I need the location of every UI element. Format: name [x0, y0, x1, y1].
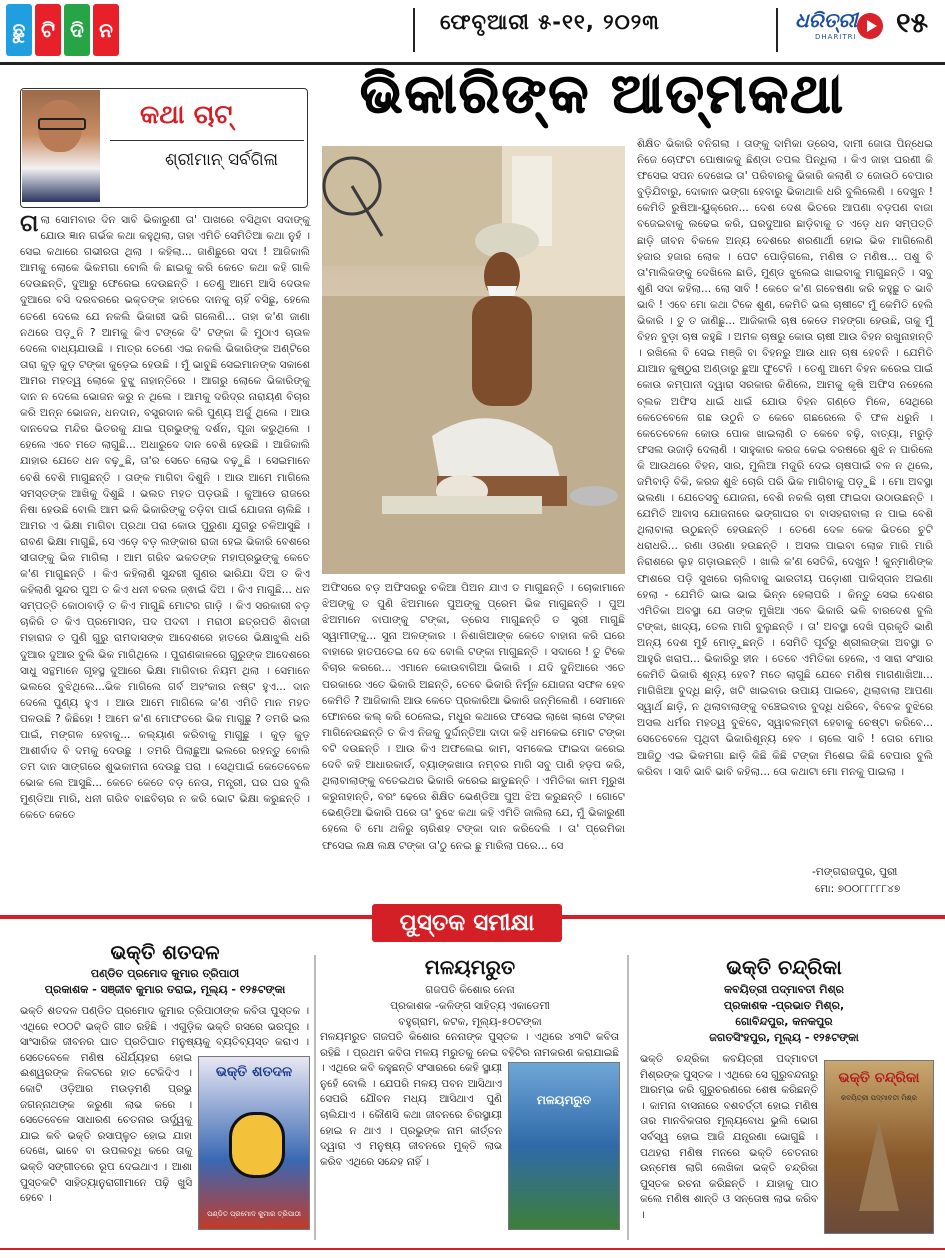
article-column-2 — [322, 580, 625, 902]
book-cover — [508, 1062, 620, 1230]
page-bottom-rule — [0, 1248, 945, 1250]
header-divider — [413, 8, 415, 52]
section-title — [6, 4, 119, 56]
glasses-icon — [38, 118, 86, 130]
section-title-letter: ନ — [93, 4, 119, 56]
beggar-photo — [322, 146, 625, 574]
book-author: ଗଜପତି କିଶୋର ନେନା — [425, 984, 515, 996]
article-text: ଶିକ୍ଷିତ ଭିକାରି ବନିଗଲା । ତାଙ୍କୁ ଦାମିକା ଡ୍ରେସ, ଦାମୀ ଜୋତା ପିନ୍ଧେଇ ନିଜେ ଚୋଫଟା ପୋଷାକକୁ ଛିଣ୍ଡା ତପଲ ପିନ୍ଧିଲା । କିଏ ଜାହା ଘରଣୀ କି ଫସେଇ ସପନ ଦେଖେଇ ତା' ପରିବାରକୁ ଭିକାରି କଲାଣି ତ ଜୋଉଠି ବେପାର ବୁଡ଼ିଯିବାରୁ, ଦୋକାନ ଭଙ୍ଗା ହେବାରୁ ଭିକାଥାଳି ଧରି ବୁଲିଲେଣି । ଦେଖୁନ ! କେମିତି ରୁଷିଆ-ୟୁକ୍ରେନ... ଦେଶ ଦେଶ ଭିତରେ ଆପଣା ବଡ଼ପଣ ବାଜା ବଜେଇବାକୁ ଲଢେଇ କରି, ଘରଦୁଆର ଛାଡ଼ିବାକୁ ତ ଏଡ଼େ ଧନ ସମ୍ପତ୍ତି ଛାଡ଼ି ଜୀବନ ବିକଳେ ଅନ୍ୟ ଦେଶରେ ଶରଣାର୍ଥୀ ହୋଇ ଭିକ ମାଗିଲେଣି ହଜାର ହଜାର ଲୋକ । ପେଟ ପୋଡ଼ିଗଲେ, ମଣିଷ ତ ମଣିଷ... ପଶୁ ବି ତା'ମାଲିକଙ୍କୁ ଦେଖିଲେ ଛାଡି, ମୁଣ୍ଡ ଝୁଲେଇ ଖାଇବାକୁ ମାଗୁଛନ୍ତି । ସବୁ ଶୁଣି ସଦା କହିଲା... ଲୋ ସାବି ! କେତେ କ'ଣ ଗବେଷଣା କରି କହୁଛୁ ତ ଭାବି ଭାବି ! ଏବେ ମୋ କଥା ଟିକେ ଶୁଣ, କେମିତି ଭଲ ଚାଷୀଟେ ମୁଁ କେମିତି ହେଲି ଭିକାରି । ତୁ ତ ଜାଣିଛୁ... ଆଜିକାଲି ଚାଷ କେଡେ ମହଙ୍ଗା ହେଉଛି, ତାକୁ ମୁଁ ବିହନ ବୁଡ଼ା ଚାଷ କହୁଛି । ଅମଳ ଚାଷରୁ କୋଉ ଚାଷୀ ଆଉ ବିହନ ରଖୁନାହାନ୍ତି । ରଖିଲେ ବି ସେଇ ମଞ୍ଜି ବା ବିହନରୁ ଆଉ ଧାନ ଚାଷ ହେବନି । ଯେମିତି ଯାଆନ କୁଷ୍ଠୁରା ଅଣ୍ଡାରୁ ଛୁଆ ଫୁଟେନି । ତେଣୁ ଆମେ ବିହନ କରେଇ ପାଇଁ କୋଉ କମ୍ପାନୀ ଦ୍ୱାରା ସରକାର କିଣିଲେ, ଆମକୁ କୃଷି ଅଫିସ ନହେଲେ ବ୍ଲକ ଅଫିସ ଧାଇଁ ଧାଇଁ ଯୋଉ ବିହନ ଗଣ୍ଡେ ମିଳେ, ସେଥିରେ କେତେବେଳେ ଗଛ ଉଠୁନି ତ କେବେ ଗଛରେଲେ ବି ଫଳ ଧରୁନି । କେତେବେଳେ କୋଉ ପୋକ ଖାଇଲାଣି ତ କେବେ ବଢ଼ି, ବାତ୍ୟା, ମରୁଡ଼ି ଫସଲ ଉଜାଡ଼ି ଦେଲାଣି । ସାହୁକାର କରଜ କେଇ ବରଷରେ ଶୁଝି ନ ପାରିଲେ କି ଆଉଥରେ ବିହନ, ସାର, ମୁଲିଆ ମଜୁରି ଦେଇ ଚାଷପାଇଁ ବଳ ନ ଥିଲେ, ଜମିବାଡ଼ି ବିକି, କରଜ ଶୁଝି ଚୋରି ପରି ଭିକ ମାଗିବାକୁ ପଡ଼ୁଛି । ମୋ ଅବସ୍ଥା ଭଲଣା । ଯେତେସବୁ ଯୋଜନା, ବେଶି ନକଲି ଚାଷୀ ଫାଇଦା ଉଠାଉଛନ୍ତି । ଯେମିତି ଆବାସ ଯୋଜନାରେ ଭଙ୍ଗାଘର ବା ବାସହରାବାଲା ନ ପାଇ ବେଶି ଥିଲାବାଲା ଉଠୁଛନ୍ତି ହେଉଛନ୍ତି । ତେଣେ ଦେଳ କେକ ଭିତରେ ଚୁଟି ଧରାଧରି... ରଣା ଓରଣା ହଉଛନ୍ତି । ଅସଲ ପାଇବା ଲୋକ ମାରି ମାରି ନିରାଶରେ ଲୁହ ଗଡ଼ାଉଛନ୍ତି । ଖାଲି କ'ଣ ସେତିକି, ଦେଖୁନ ! କୁନ୍‌ମାଣିଙ୍କ ଫାଶରେ ପଡ଼ି ସୁଖରେ ଚାଲିବାକୁ ଭାରତୀୟ ପଡ଼ୋଶୀ ପାକିସ୍ତାନ ଅଇଣା ହେଲା - ଯେମିତି ଭାଇ ଭାଇ ଭିନ୍ନ ହେଲାପରି । କିନ୍ତୁ ସେଇ ଦେଶର ଏମିତିକା ଅବସ୍ଥା ଯେ ତାଙ୍କ ମୁଖିଆ ଏବେ ଭିକାରି ଭଳି ବାରଦେଶ ବୁଲି ଟଙ୍କା, ଖାଦ୍ୟ, ତେଲ ମାଗି ବୁଲୁଛନ୍ତି । ତା' ଅବସ୍ଥା ଦେଖି ପ୍ରକୃତି ଭାଣି ଅନ୍ୟ ଦେଶ ମୁହଁ ମୋଡ଼ୁଛନ୍ତି । ସେମିତି ପୂର୍ବରୁ ଶ୍ରୀଲଙ୍କା ଅବସ୍ଥା ତ ଆହୁରି ଖରାପ... ଭିକାରିରୁ ହୀନ । ତେବେ ଏମିତିକା ହେଲେ, ଏ ସାରା ସଂସାର କେମିତି ଭିକାରି ଶୂନ୍ୟ ହେବ? ମତେ ଲାଗୁଛି ଯେବେ ମଣିଷ ମାଗଣାଖିଆ... ମାଗିଖିଆ ବୁଦ୍ଧି ଛାଡ଼ି, ଖଟି ଖାଇବାର ଉପାୟ ପାଇବେ, ଥିଲାବାଲା ଆପଣା ସ୍ୱାର୍ଥ ଛାଡ଼ି, ନ ଥିଲାବାଲାଙ୍କୁ ବଞ୍ଚେଇବାର ବୁଦ୍ଧି ଧରିବେ, ବିବେକ ବୁଝିରେ ଅସଲ ଧର୍ମର ମହତ୍ୱ ବୁଝିବେ, ସ୍ୱାବଲମ୍ବୀ ହେବାକୁ ଚେଷ୍ଟା କରିବେ... ସେତେବେଳେ ପୃଥିବୀ ଭିକାରିଶୂନ୍ୟ ହେବ । ଚାଲେ ସାବି ! ତୋର ମୋର ଆଜିଠୁ ଏଇ ଭିକମଗା ଛାଡ଼ି କିଛି କିଛି ଟଙ୍କା ମିଶେଇ କିଛି ବେପାର ବୁଲି କରିବା । ସାବି ଭାବି ଭାବି କହିଲା... ତୋ କଥାଟା ମୋ ମନକୁ ପାଇଲା । — [637, 138, 933, 778]
article-photo — [322, 146, 625, 574]
book-review-text — [20, 1004, 310, 1240]
book-title: ଭକ୍ତି ଚନ୍ଦ୍ରିକା — [726, 955, 842, 979]
book-review-text — [640, 1052, 934, 1242]
column-name: କଥା ଚାଟ୍ — [140, 100, 233, 130]
review-banner: ପୁସ୍ତକ ସମୀକ୍ଷା — [372, 904, 562, 942]
book-publisher: ପ୍ରକାଶକ - ସଞ୍ଜୀବ କୁମାର ତରାଇ, ମୂଲ୍ୟ - ୧୨୫ଟଙ୍କା — [44, 983, 286, 996]
header-divider — [776, 8, 778, 52]
drop-cap: ଗ — [20, 209, 39, 237]
book-price: ଜଗତସିଂହପୁର, ମୂଲ୍ୟ - ୧୨୫ଟଙ୍କା — [709, 1031, 859, 1044]
book-publisher: ପ୍ରକାଶକ -ପ୍ରଭାତ ମିଶ୍ର, — [723, 999, 845, 1012]
book-title: ଭକ୍ତି ଶତଦଳ — [110, 940, 220, 964]
book-title: ମଳୟମରୁତ — [424, 955, 516, 979]
book-address: ଗୋବିନ୍ଦପୁର, କନକପୁର — [735, 1015, 833, 1028]
brand-logo: ଧରିତ୍ରୀ — [795, 8, 858, 32]
review-body: ଭକ୍ତି ଶତଦଳ ପଣ୍ଡିତ ପ୍ରମୋଦ କୁମାର ତ୍ରିପାଠୀଙ୍କ କବିତା ପୁସ୍ତକ । ଏଥିରେ ୧୦୦ଟି ଭକ୍ତି ଗୀତ ରହିଛି । ଏଗୁଡ଼ିକ ଭକ୍ତି ରସରେ ଭରପୂର । ସାଂସାରିକ ଜୀବନର ଘାତ ପ୍ରତିଘାତ ମନୁଷ୍ୟକୁ ବ୍ୟତିବ୍ୟସ୍ତ କରାଏ । ସେତେବେଳେ ମଣିଷ ଧୈର୍ଯ୍ୟହରା ହୋଇ ଈଶ୍ୱରଙ୍କ ନିକଟରେ ହାତ ଟେକିଦିଏ । କୋଟି ଓଡ଼ିଆର ମଉଡ଼ମଣି ପ୍ରଭୁ ଜଗନ୍ନାଥଙ୍କ କରୁଣା ଲାଭ କରେ । ସେତେବେଳେ ସାଧାରଣ ଚେତନାର ଊର୍ଦ୍ଧ୍ୱକୁ ଯାଇ କବି ଭକ୍ତି ରସାପ୍ଳୁତ ହୋଇ ଯାହା ଦେଖେ, ଭାବେ ବା ଉପଲବ୍ଧି କରେ ତାକୁ ଭକ୍ତି ସଙ୍ଗୀତରେ ରୂପ ଦେଇଥାଏ । ଆଶା ପୁସ୍ତକଟି ସାହିତ୍ୟାନୁରାଗୀମାନେ ପଢ଼ି ଖୁସି ହେବେ । — [20, 1005, 309, 1205]
book-meta — [20, 966, 310, 998]
jagannath-icon — [229, 1112, 285, 1178]
signature-phone: ମୋ: ୭୦୦୮୮୮୮୮୪୭ — [815, 883, 901, 895]
section-title-letter: ଛୁ — [6, 4, 32, 56]
book-price: ବହୁଗ୍ରାମ, କଟକ, ମୂଲ୍ୟ-୫୦ଟଙ୍କା — [398, 1016, 542, 1028]
article-column-3 — [637, 136, 933, 876]
signature-place: -ମଙ୍ଗରାଜପୁର, ପୁରୀ — [812, 866, 898, 878]
review-body: ମଳୟମରୁତ ଗଜପତି କିଶୋର ନେନାଙ୍କ ପୁସ୍ତକ । ଏଥିରେ ୪୩ଟି କବିତା ରହିଛି । ପ୍ରଥମ କବିତା ମଳୟ ମରୁତକୁ ନେଇ ବହିଟିର ନାମକରଣ କରାଯାଇଛି । ଏଥିରେ କବି କହୁଛନ୍ତି ସଂସାରରେ କେହି ସ୍ଥାୟୀ ନୁହେଁ ବୋଲି । ଯେପରି ମଳୟ ପବନ ଆସିଥାଏ ସେପରି ଯୌବନ ମଧ୍ୟ ଆସିଥାଏ ପୁଣି ଚାଲିଯାଏ । କୌଣସି କଥା ଜୀବନରେ ଚିରସ୍ଥାୟୀ ହୋଇ ନ ଥାଏ । ପ୍ରଭୁଙ୍କ ନାମ କୀର୍ତ୍ତନ ଦ୍ୱାରା ଏ ମନୁଷ୍ୟ ଜୀବନରେ ମୁକ୍ତି ଲାଭ କରିବ ଏଥିରେ ସନ୍ଦେହ ନାହିଁ । — [320, 1031, 619, 1168]
cover-title: ଭକ୍ତି ଚନ୍ଦ୍ରିକା — [838, 1070, 920, 1086]
review-divider — [627, 955, 629, 1240]
column-author: ଶ୍ରୀମାନ୍ ସର୍ବଗିଳା — [165, 150, 279, 170]
cover-title: ଭକ୍ତି ଶତଦଳ — [215, 1064, 293, 1080]
article-text: ଲା ସୋମବାର ଦିନ ସାବି ଭିକାରୁଣୀ ତା' ପାଖରେ ବସିଥିବା ସଦାଙ୍କୁ ଯୋଉ ଜ୍ଞାନ ଗର୍ଭକ କଥା କହୁଥିଲା, ତାହା ଏମିତି ସେମିତିଆ କଥା ନୁହଁ । ସେଇ କଥାରେ ଗଭୀରତା ଥିଲା । କହିଲା... ଜାଣିଛୁରେ ସଦା ! ଆଜିକାଲି ଆମକୁ ଲୋକେ ଭିକମଗା ବୋଲି କି ଛାଇକୁ କରି କେତେ କଥା କହି ଗାଳି ଦେଉଛନ୍ତି, ଦୁଆରୁ ଫେରେଇ ଦେଉଛନ୍ତି । ତେଣୁ ଆମେ ଆସି ଦେଉଳ ଦୁଆରେ ବସି ଦରବରରେ ଭକ୍ତଙ୍କ ହାତରେ ଦାନକୁ ଚାହିଁ ବସିଛୁ, ହେଲେ ତେଣେ ଦେଲେ ଯେ ନକଲି ଭିକାରୀ ଭରି ଗଲେଣି... ତାହା କ'ଣ ଜାଣା ନଥରେ ପଡ଼ୁନି ? ଆମକୁ କିଏ ଟଙ୍କେ ଦି' ଟଙ୍କା କି ମୁଠାଏ ଚାଉଳ ଦେଲେ ବାଧ୍ୟଯାଉଛି । ମାତ୍ର ତେଣେ ଏଇ ନକଲି ଭିକାରିଙ୍କ ଅଣ୍ଟିରେ ତାରା କୁଡ଼ କୁଡ଼ ଟଙ୍କା କୁଡ଼େଇ ହେଉଛି । ମୁଁ ଭାବୁଛି ସେଇମାନଙ୍କ ସକାଶେ ଆମର ମହତ୍ୱ ଲୋକେ ବୁଝୁ ନାହାନ୍ତିରେ । ଆଗରୁ ଲୋକେ ଭିକାରିଙ୍କୁ ଦାନ ନ ଦେଲେ ଭୋଜନ କରୁ ନ ଥିଲେ । ଆମକୁ ଦରିଦ୍ର ନାରାୟଣ ବିଚାର କରି ଅନ୍ନ ଭୋଜନ, ଧନଦାନ, ବସ୍ତ୍ରଦାନ କରି ପୁଣ୍ୟ ଅର୍ଜୁ ଥିଲେ । ଆଉ ଦାନଦେଇ ମନ୍ଦିର ଭିତରକୁ ଯାଇ ପ୍ରଭୁଙ୍କୁ ଦର୍ଶନ, ପୂଜା କରୁଥିଲେ । ହେଲେ ଏବେ ମତେ ଲାଗୁଛି... ଅଧାରୁଦେ ଦାନ ବେଶି ହେଉଛି । ଆଜିକାଲି ଯାହାର ଯେତେ ଧନ ବଢ଼ୁଛି, ତା'ର ସେତେ ଲୋଭ ବଢ଼ୁଛି । ସେଇମାନେ ବେଶି ବେଶି ମାଗୁଛନ୍ତି । ତାଙ୍କ ମାଗିବା ଦିଶୁନି । ଆଉ ଆମେ ମାଗିଲେ ସମସ୍ତଙ୍କ ଆଖିକୁ ଦିଶୁଛି । ଭଲତ ମହତ ପଡ଼ଉଛି । କୁଆଡେ ରାଜରେ ନିଷା ହେଉଛି ବୋଲି ଆମ ଭଳି ଭିକାରିଙ୍କୁ ତଡ଼ିବା ପାଇଁ ଯୋଜନା ଚାଲିଛି । ଆମର ଏ ଭିକ୍ଷା ମାଗିବା ପ୍ରଥା ପରା କୋଉ ପୁରୁଣା ଯୁଗରୁ ଚଳିଆସୁଛି । ରାବଣ ଭିକ୍ଷା ମାଗୁଛି, ସେ ଏଡ଼େ ବଡ଼ ଲଙ୍କାର ରାଜା ହେଇ ଭିକାରି ବେଶରେ ସୀତାଙ୍କୁ ଭିକ ମାଗିଲା । ଆମ ଗରିବ ଭକତଙ୍କ ମହାପ୍ରଭୁଙ୍କୁ କେତେ କ'ଣ ମାଗୁଛନ୍ତି । କିଏ କହିଲାଣି ସୁନ୍ଦରୀ ଗୁଣର ଭାରିଯା ଦିଅ ତ କିଏ କହିଲାଣି ସୁନ୍ଦର ପୁଅ ତ କିଏ ଧନୀ ବରଲ ଜ୍ଵାଇଁ ଦିଅ । କିଏ ମାଗୁଛି... ଧନ ସମ୍ପତ୍ତି କୋଠାବାଡ଼ି ତ କିଏ ମାଗୁଛି ମୋଟର ଗାଡ଼ି । କିଏ ସରକାରୀ ବଡ଼ ଚାକିରି ତ କିଏ ପ୍ରମୋସନ, ପଦ ପଦବୀ । ମରାଠୀ ଛତ୍ରପତି ଶିବାଜୀ ମହାରାଜ ତ ପୁଣି ଗୁରୁ ରାମଦାସଙ୍କ ଆଦେଶରେ ହାତରେ ଭିକ୍ଷାଝୁଲି ଧରି ଦୁଆର ଦୁଆର ବୁଲି ଭିକ ମାଗିଥିଲେ । ପୁରାଣକାଳରେ ଗୁରୁଙ୍କ ଆଦେଶରେ ସାଧୁ ସନ୍ଥମାନେ ଗୃହସ୍ଥ ଦୁଆରେ ଭିକ୍ଷା ମାଗିବାର ନିୟମ ଥିଲା । ସେମାନେ ଭଲରେ ବୁଝିଥିଲେ...ଭିକ ମାଗିଲେ ଗର୍ବ ଅହଂକାର ନଷ୍ଟ ହୁଏ... ଦାନ ଦେଲେ ପୁଣ୍ୟ ହୁଏ । ଆଉ ଆମେ ମାଗିଲେ କ'ଣ ଏମିତି ମାନ ମହତ ପଳଉଛି ? କିଛିହୋ ! ଆମେ କ'ଣ ମୋଫତରେ ଭିକ ମାଗୁଛୁ ? ତମରି ଭଲ ପାଇଁ, ମଙ୍ଗଳ ହେବାକୁ... କଲ୍ୟାଣ କରିବାକୁ ମାଗୁଛୁ । କୁଡ଼ କୁଡ଼ ଆଶୀର୍ବାଦ ବି ଦମକୁ ଦେଉଛୁ । ତମରି ପିଲାଛୁଆ ଭଲରେ ରହନ୍ତୁ ବୋଲି ତମ ଦାନ ସାଙ୍ଗରେ ଶୁଭକାମନା ଦେଉଛୁ ପରା । ସେଥିପାଇଁ କେତେବେଳେ ଭୋକ ଲେ ଆସୁଛି... କେତେ କେତେ ବଡ଼ ନେତା, ମନ୍ତ୍ରୀ, ଘର ଘର ବୁଲି ମୁଣ୍ଡିଆ ମାରି, ଧନୀ ଗରିବ ବାଛବିଚାର ନ କରି ଭୋଟ ଭିକ୍ଷା କରୁଛନ୍ତି । କେତେ କେତେ — [20, 214, 310, 822]
play-icon — [857, 13, 883, 39]
temple-icon — [859, 1121, 899, 1211]
book-author: କବୟିତ୍ରୀ ପଦ୍ମାବତୀ ମିଶ୍ର — [724, 983, 844, 996]
cover-author: ପଣ୍ଡିତ ପ୍ରମୋଦ କୁମାର ତ୍ରିପାଠୀ — [207, 1210, 301, 1219]
cover-title: ମଳୟମରୁତ — [536, 1093, 592, 1107]
book-meta — [636, 982, 932, 1046]
section-title-letter: ଟି — [35, 4, 61, 56]
review-body: ଭକ୍ତି ଚନ୍ଦ୍ରିକା କବୟିତ୍ରୀ ପଦ୍ମାବତୀ ମିଶ୍ରଙ୍କ ପୁସ୍ତକ । ଏଥିରେ ସେ ଗୁରୁବନ୍ଦନାରୁ ଆରମ୍ଭ କରି ଗୁରୁଚରଣରେ ଶେଷ କରିଛନ୍ତି । କାମନା ବାସନାରେ ବଶବର୍ତ୍ତୀ ହୋଇ ମଣିଷ ତାର ମାନବିକତାର ମୂଲ୍ୟବୋଧ ଭୁଲି ଭୋଗ ସର୍ବସ୍ୱ ହୋଇ ଆଜି ଯନ୍ତ୍ରଣା ଭୋଗୁଛି । ପଥହରା ମଣିଷ ମନରେ ଭକ୍ତି ଚେତନାର ଉନ୍ମେଷ ଲାଗି ଲେଖିକା ଭକ୍ତି ଚନ୍ଦ୍ରିକା ପୁସ୍ତକ ରଚନା କରିଛନ୍ତି । ଯାହାକୁ ପାଠ କଲେ ମଣିଷ ଶାନ୍ତି ଓ ସନ୍ତୋଷ ଲାଭ କରିବ । — [640, 1053, 818, 1221]
brand-subtitle: DHARITRI — [815, 33, 857, 41]
book-meta — [320, 982, 620, 1030]
book-review-text — [320, 1030, 620, 1240]
article-text: ଅଫିସରେ ବଡ଼ ଅଫିସରରୁ ଚକିଆ ପିଅନ ଯାଏ ତ ମାଗୁଛନ୍ତି । ଚୋକାମାନେ ଝିଅଙ୍କୁ ତ ପୁଣି ଝିଅମାନେ ପୁଅଙ୍କୁ ପ୍ରେମ ଭିକ ମାଗୁଛନ୍ତି । ପୁଅ ଝିଅମାନେ ବାପାଙ୍କୁ ଟଙ୍କା, ଡ୍ରେସ ମାଗୁଛନ୍ତି ତ ସ୍ତ୍ରୀ ମାଗୁଛି ସ୍ୱାମୀଙ୍କୁ... ସୁନା ଅଳଙ୍କାର । ନିଶାଖିଆଙ୍କ କେତେ ବାହାନା କରି ଘରେ ବାହାରେ ହାତପତେଇ ଦେ ଦେ ବୋଲି ଟଙ୍କା ମାଗୁଛନ୍ତି । ସଦାରେ ! ତୁ ଟିକେ ବିଚାର କରରେ... ଏମାନେ କୋଉବାଗିଆ ଭିକାରି । ଯଦି ଦୁନିଆରେ ଏତେ ପରକାରେ ଏତେ ଭିକାରି ଅଛନ୍ତି, ତେବେ ଭିକାରି ନିର୍ମୂଳ ଯୋଜନା ସଫଳ ହେବ କେମିତି ? ଆଜିକାଲି ଆଉ କେତେ ପ୍ରକାରିଆ ଭିକାରି ଜନ୍ମିଲେଣି । ସେମାନେ ଫୋନରେ କଲ୍ କରି ଠେଲେଇ, ମଧୁର କଥାରେ ଫସେଇ ଲାଖେ ଲାଖେ ଟଙ୍କା ମାଗିନେଉଛନ୍ତି ତ କିଏ ନିଜକୁ ଦୁର୍ଦ୍ଦାନ୍ତିଆ ଦାଦା କହି ଧମକେଇ ମୋଟ ଟଙ୍କା ବଟି ଦଉଛନ୍ତି । ଆଉ କିଏ ଅଫଲେଇ କାମ, ସମକେଇ ଫାଇଦା କରେଇ ଦେବି କହି ଆଧାରକାର୍ଡ, ବ୍ୟାଙ୍କଖାତା ନମ୍ବର ମାଗି ସବୁ ପାଣି ହଡ଼ପ କରି, ଥିଲାବାଲାଙ୍କୁ ବତେଇଥର ଭିକାରି କରେଇ ଛାଡୁଛନ୍ତି । ଏମିତିକା କାମ ମୂରୁଖ କରୁନାହାନ୍ତି, ବରଂ ଢେରେ ଶିକ୍ଷିତ ଭେଣ୍ଡିଆ ପୁଅ ଝିଅ କରୁଛନ୍ତି । ଗୋଟେ ଭେଣ୍ଡିଆ ଭିକାରି ପରେ ତା' ବୁଝେ କଥା କହି ଏମିତି ଜାଲିଲା ଯେ, ମୁଁ ଭିକାରୁଣୀ ହେଲେ ବି ମୋ ଥଳିରୁ ଚାରିଶହ ଟଙ୍କା ଦାନ କରିଦେଲି । ତା' ପ୍ରେମିକା ଫସେଇ ଲକ୍ଷ ଲକ୍ଷ ଟଙ୍କା ତା'ଠୁ ନେଇ ଛୁ ମାରିଲା ପରେ... ସେ — [322, 582, 625, 852]
cover-author: କବୟିତ୍ରୀ ପଦ୍ମାବତୀ ମିଶ୍ର — [841, 1094, 917, 1102]
section-title-letter: ଦି — [64, 4, 90, 56]
page-number: ୧୫ — [896, 6, 929, 39]
publication-date: ଫେବୃଆରୀ ୫-୧୧, ୨୦୨୩ — [440, 10, 660, 34]
article-headline: ଭିକାରିଙ୍କ ଆତ୍ମକଥା — [360, 62, 845, 125]
book-cover — [824, 1060, 934, 1234]
column-rule — [110, 140, 304, 141]
book-author: ପଣ୍ଡିତ ପ୍ରମୋଦ କୁମାର ତ୍ରିପାଠୀ — [90, 967, 240, 980]
book-publisher: ପ୍ରକାଶକ -କଳିଙ୍ଗ ସାହିତ୍ୟ ଏକାଡେମୀ — [390, 1000, 550, 1012]
article-column-1 — [20, 209, 310, 912]
review-divider — [314, 955, 316, 1240]
book-cover — [198, 1056, 310, 1230]
